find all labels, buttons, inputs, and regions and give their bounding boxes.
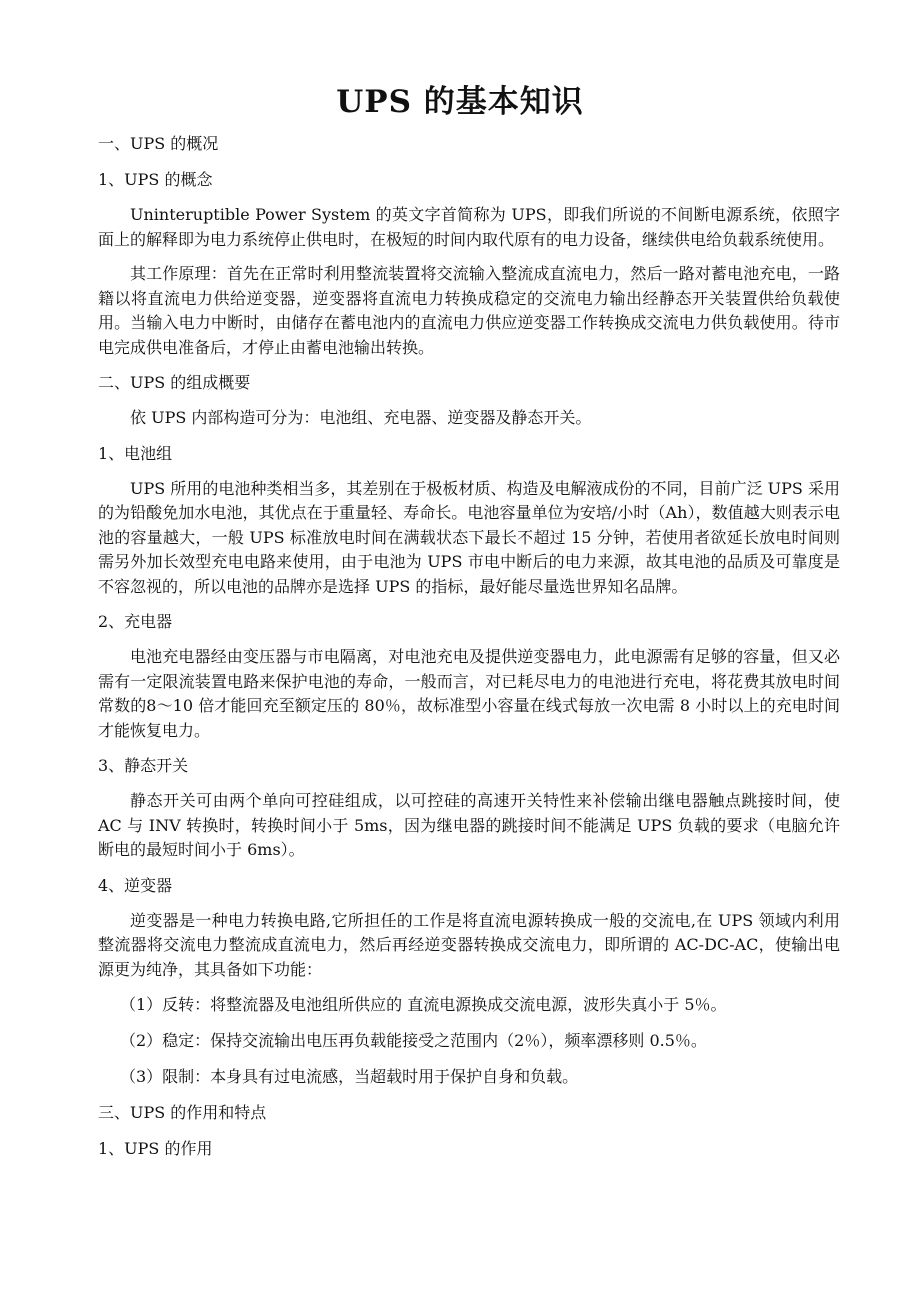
- battery-heading: 1、电池组: [98, 443, 173, 463]
- function-item-1: （1）反转：将整流器及电池组所供应的 直流电源换成交流电源，波形失真小于 5％。: [120, 995, 727, 1014]
- inverter-heading: 4、逆变器: [98, 875, 173, 895]
- charger-heading: 2、充电器: [98, 612, 173, 631]
- battery-paragraph: UPS 所用的电池种类相当多，其差别在于极板材质、构造及电解液成份的不同，目前广泛 UPS 采用的为铅酸免加水电池，其优点在于重量轻、寿命长。电池容量单位为安培/小时（Ah），数值越大则表示电池的容量越大，一般 UPS 标准放电时间在满载状态下最长不超过 15 分钟，若使用者欲延长放电时间则需另外加长效型充电电路来使用，由于电池为 UPS 市电中断后的电力来源，故其电池的品质及可靠度是不容忽视的，所以电池的品牌亦是选择 UPS 的指标，最好能尽量选世界知名品牌。: [98, 478, 840, 596]
- function-item-2: （2）稳定：保持交流输出电压再负载能接受之范围内（2％），频率漂移则 0.5％。: [120, 1031, 707, 1050]
- document-body: [98, 131, 840, 1172]
- subsection-3-1-heading: 1、UPS 的作用: [98, 1139, 213, 1158]
- static-switch-heading: 3、静态开关: [98, 756, 189, 775]
- section-3-heading: 三、UPS 的作用和特点: [98, 1103, 267, 1122]
- charger-paragraph: 电池充电器经由变压器与市电隔离，对电池充电及提供逆变器电力，此电源需有足够的容量，但又必需有一定限流装置电路来保护电池的寿命，一般而言，对已耗尽电力的电池进行充电，将花费其放电时间常数的8～10 倍才能回充至额定压的 80％，故标准型小容量在线式每放一次电需 8 小时以上的充电时间才能恢复电力。: [98, 647, 840, 740]
- working-principle-paragraph: 其工作原理：首先在正常时利用整流装置将交流输入整流成直流电力，然后一路对蓄电池充电，一路籍以将直流电力供给逆变器，逆变器将直流电力转换成稳定的交流电力输出经静态开关装置供给负载使用。当输入电力中断时，由储存在蓄电池内的直流电力供应逆变器工作转换成交流电力供负载使用。待市电完成供电准备后，才停止由蓄电池输出转换。: [98, 264, 840, 357]
- inverter-paragraph: 逆变器是一种电力转换电路,它所担任的工作是将直流电源转换成一般的交流电,在 UPS 领域内利用整流器将交流电力整流成直流电力，然后再经逆变器转换成交流电力，即所谓的 AC-DC-AC，使输出电源更为纯净，其具备如下功能：: [98, 910, 840, 979]
- definition-paragraph: Uninteruptible Power System 的英文字首简称为 UPS，即我们所说的不间断电源系统，依照字面上的解释即为电力系统停止供电时，在极短的时间内取代原有的电力设备，继续供电给负载系统使用。: [98, 205, 840, 249]
- section-2-heading: 二、UPS 的组成概要: [98, 373, 251, 392]
- static-switch-paragraph: 静态开关可由两个单向可控硅组成，以可控硅的高速开关特性来补偿输出继电器触点跳接时间，使 AC 与 INV 转换时，转换时间小于 5ms，因为继电器的跳接时间不能满足 UPS 负载的要求（电脑允许断电的最短时间小于 6ms）。: [98, 791, 840, 859]
- function-item-3: （3）限制：本身具有过电流感，当超载时用于保护自身和负载。: [120, 1067, 579, 1086]
- subsection-1-1-heading: 1、UPS 的概念: [98, 170, 213, 189]
- page-title: UPS 的基本知识: [336, 84, 584, 120]
- composition-paragraph: 依 UPS 内部构造可分为：电池组、充电器、逆变器及静态开关。: [130, 408, 592, 427]
- section-1-heading: 一、UPS 的概况: [98, 134, 219, 153]
